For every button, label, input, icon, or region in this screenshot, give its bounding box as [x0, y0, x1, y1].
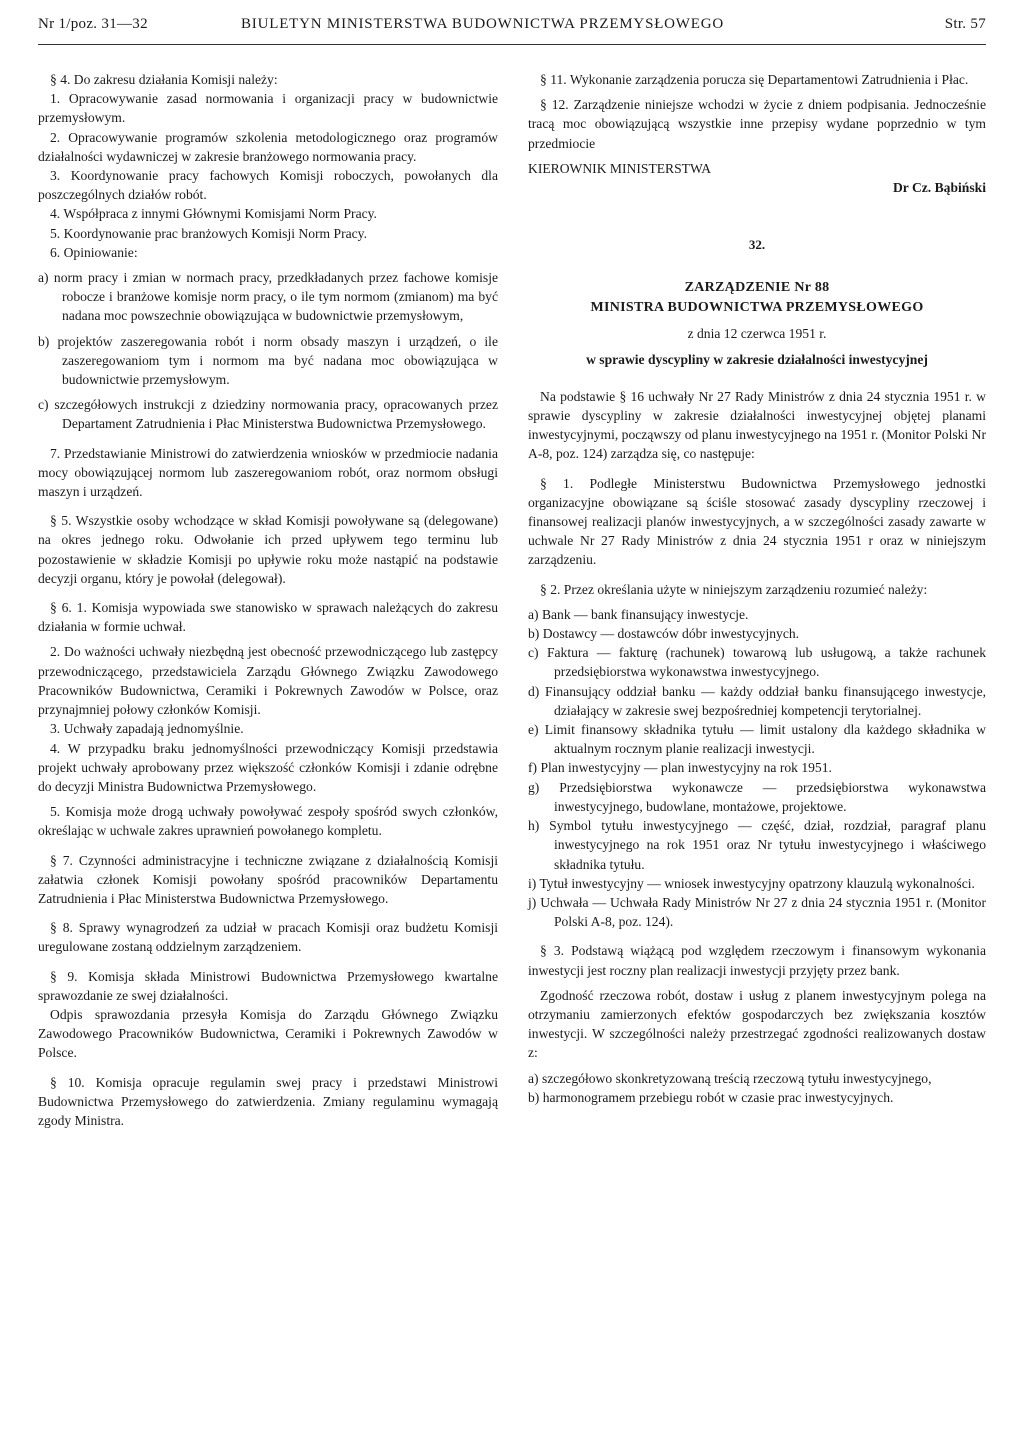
paragraph-r-s3: § 3. Podstawą wiążącą pod względem rzeczowym i finansowym wykonania inwestycji jest roczny plan realizacji inwestycji przyjęty przez bank.	[528, 943, 986, 978]
decree-issuer: MINISTRA BUDOWNICTWA PRZEMYSŁOWEGO	[590, 300, 924, 316]
item-7: 7. Przedstawianie Ministrowi do zatwierdzenia wniosków w przedmiocie nadania mocy obowiązującej normom lub zaszeregowaniom robót, oraz normom obsługi maszyn i urządzeń.	[38, 445, 498, 500]
right-column	[528, 70, 986, 1107]
paragraph-s10: § 10. Komisja opracuje regulamin swej pracy i przedstawi Ministrowi Budownictwa Przemysłowego do zatwierdzenia. Zmiany regulaminu wymagają zgody Ministra.	[38, 1074, 498, 1128]
bulletin-title: BIULETYN MINISTERSTWA BUDOWNICTWA PRZEMYSŁOWEGO	[241, 16, 724, 32]
item-3: 3. Koordynowanie pracy fachowych Komisji roboczych, powołanych dla poszczególnych działów robót.	[38, 168, 498, 203]
paragraph-s7: § 7. Czynności administracyjne i techniczne związane z działalnością Komisji załatwia członek Komisji powołany spośród pracowników Departamentu Zatrudnienia i Płac Ministerstwa Budownictwa Przemysłowego.	[38, 852, 498, 906]
issue-number: Nr 1/poz. 31—32	[38, 16, 148, 32]
paragraph-s6-2: 2. Do ważności uchwały niezbędną jest obecność przewodniczącego lub zastępcy przewodniczącego, przedstawiciela Zarządu Głównego Związku Zawodowego Pracowników Budownictwa, Ceramiki i Pokrewnych Zawodów w Polsce, oraz przynajmniej połowy członków Komisji.	[38, 644, 498, 718]
item-1: 1. Opracowywanie zasad normowania i organizacji pracy w budownictwie przemysłowym.	[38, 91, 498, 126]
page-header	[38, 12, 986, 42]
definition-c: c) Faktura — fakturę (rachunek) towarową lub usługową, a także rachunek przedsiębiorstwa wykonawstwa inwestycyjnego.	[528, 645, 986, 680]
paragraph-r-s3-cont: Zgodność rzeczowa robót, dostaw i usług z planem inwestycyjnym polega na otrzymaniu zamierzonych efektów gospodarczych bez zwiększania kosztów inwestycji. W szczególności należy przestrzegać zgodności realizowanych dostaw z:	[528, 987, 986, 1061]
paragraph-s4: § 4. Do zakresu działania Komisji należy:	[50, 72, 278, 87]
page-number: Str. 57	[944, 16, 986, 32]
signature: Dr Cz. Bąbiński	[892, 180, 986, 196]
definition-b: b) Dostawcy — dostawców dóbr inwestycyjnych.	[528, 626, 800, 642]
preamble: Na podstawie § 16 uchwały Nr 27 Rady Ministrów z dnia 24 stycznia 1951 r. w sprawie dyscypliny w zakresie działalności inwestycyjnej objętej planami inwestycyjnymi, począwszy od planu inwestycyjnego na 1951 r. (Monitor Polski Nr A-8, poz. 124) zarządza się, co następuje:	[528, 388, 986, 462]
paragraph-r-s2: § 2. Przez określania użyte w niniejszym zarządzeniu rozumieć należy:	[540, 581, 928, 597]
definition-g: g) Przedsiębiorstwa wykonawcze — przedsiębiorstwa wykonawstwa inwestycyjnego, budowlane, montażowe, projektowe.	[528, 779, 986, 814]
definition-e: e) Limit finansowy składnika tytułu — limit ustalony dla każdego składnika w aktualnym rocznym planie realizacji inwestycji.	[528, 722, 986, 757]
decree-subject: w sprawie dyscypliny w zakresie działalności inwestycyjnej	[586, 351, 928, 367]
item-number: 32.	[748, 237, 766, 253]
paragraph-s5: § 5. Wszystkie osoby wchodzące w skład Komisji powoływane są (delegowane) na okres jednego roku. Odwołanie ich przed upływem tego terminu lub pozostawienie w składzie Komisji po upływie roku może nastąpić na podstawie decyzji organu, który je powołał (delegował).	[38, 513, 498, 586]
definition-f: f) Plan inwestycyjny — plan inwestycyjny na rok 1951.	[528, 760, 832, 776]
office-name: KIEROWNIK MINISTERSTWA	[528, 160, 712, 176]
paragraph-s6-1: § 6. 1. Komisja wypowiada swe stanowisko w sprawach należących do zakresu działania w formie uchwał.	[38, 600, 498, 635]
paragraph-r-s1: § 1. Podległe Ministerstwu Budownictwa Przemysłowego jednostki organizacyjne obowiązane są ściśle stosować zasady dyscypliny rzeczowej i finansowej realizacji planów inwestycyjnych, a w szczególności zasady zawarte w uchwale Nr 27 Rady Ministrów z dnia 24 stycznia 1951 r oraz w niniejszym zarządzeniu.	[528, 475, 986, 568]
decree-title: ZARZĄDZENIE Nr 88	[684, 280, 830, 296]
item-6c: c) szczegółowych instrukcji z dziedziny normowania pracy, opracowanych przez Departament Zatrudnienia i Płac Ministerstwa Budownictwa Przemysłowego.	[38, 397, 498, 432]
paragraph-s11: § 11. Wykonanie zarządzenia porucza się Departamentowi Zatrudnienia i Płac.	[540, 72, 969, 87]
item-5: 5. Koordynowanie prac branżowych Komisji Norm Pracy.	[50, 225, 367, 241]
paragraph-s9-copy: Odpis sprawozdania przesyła Komisja do Zarządu Głównego Związku Zawodowego Pracowników Budownictwa, Ceramiki i Pokrewnych Zawodów w Polsce.	[38, 1006, 498, 1061]
paragraph-s8: § 8. Sprawy wynagrodzeń za udział w pracach Komisji oraz budżetu Komisji uregulowane zostaną oddzielnym zarządzeniem.	[38, 920, 498, 955]
definition-j: j) Uchwała — Uchwała Rady Ministrów Nr 27 z dnia 24 stycznia 1951 r. (Monitor Polski A-8, poz. 124).	[528, 894, 986, 930]
definition-h: h) Symbol tytułu inwestycyjnego — część, dział, rozdział, paragraf planu inwestycyjnego na rok 1951 oraz Nr tytułu inwestycyjnego i właściwego składnika tytułu.	[528, 818, 986, 872]
paragraph-s12: § 12. Zarządzenie niniejsze wchodzi w życie z dniem podpisania. Jednocześnie tracą moc obowiązującą wszystkie inne przepisy wydane poprzednio w tym przedmiocie	[528, 97, 986, 151]
paragraph-s6-3: 3. Uchwały zapadają jednomyślnie.	[50, 721, 244, 737]
item-2: 2. Opracowywanie programów szkolenia metodologicznego oraz programów działalności wydawniczej w zakresie branżowego normowania pracy.	[38, 129, 498, 164]
sub-item-b: b) harmonogramem przebiegu robót w czasie prac inwestycyjnych.	[528, 1089, 894, 1105]
item-6a: a) norm pracy i zmian w normach pracy, przedkładanych przez fachowe komisje robocze i branżowe komisje norm pracy, o ile tym normom (zmianom) ma być nadana moc powszechnie obowiązująca w budownictwie przemysłowym,	[38, 270, 498, 324]
definition-a: a) Bank — bank finansujący inwestycje.	[528, 606, 749, 622]
decree-date: z dnia 12 czerwca 1951 r.	[687, 326, 827, 342]
item-6b: b) projektów zaszeregowania robót i norm obsady maszyn i urządzeń, o ile zaszeregowaniom tym i normom ma być nadana moc obowiązująca w budownictwie przemysłowym.	[38, 333, 498, 388]
item-6: 6. Opiniowanie:	[50, 244, 138, 260]
definition-d: d) Finansujący oddział banku — każdy oddział banku finansującego inwestycje, działający w zakresie swej bezpośredniej kompetencji terytorialnej.	[528, 683, 986, 718]
paragraph-s6-4: 4. W przypadku braku jednomyślności przewodniczący Komisji przedstawia projekt uchwały aprobowany przez większość członków Komisji i zdanie odrębne do decyzji Ministra Budownictwa Przemysłowego.	[38, 740, 498, 794]
item-4: 4. Współpraca z innymi Głównymi Komisjami Norm Pracy.	[50, 206, 377, 222]
sub-item-a: a) szczegółowo skonkretyzowaną treścią rzeczową tytułu inwestycyjnego,	[528, 1070, 932, 1086]
definition-i: i) Tytuł inwestycyjny — wniosek inwestycyjny opatrzony klauzulą wykonalności.	[528, 875, 975, 891]
left-column	[38, 70, 498, 1130]
paragraph-s9: § 9. Komisja składa Ministrowi Budownictwa Przemysłowego kwartalne sprawozdanie ze swej działalności.	[38, 968, 498, 1003]
paragraph-s6-5: 5. Komisja może drogą uchwały powoływać zespoły spośród swych członków, określając w uchwale zakres uprawnień powołanego kompletu.	[38, 804, 498, 839]
header-rule	[38, 44, 986, 45]
